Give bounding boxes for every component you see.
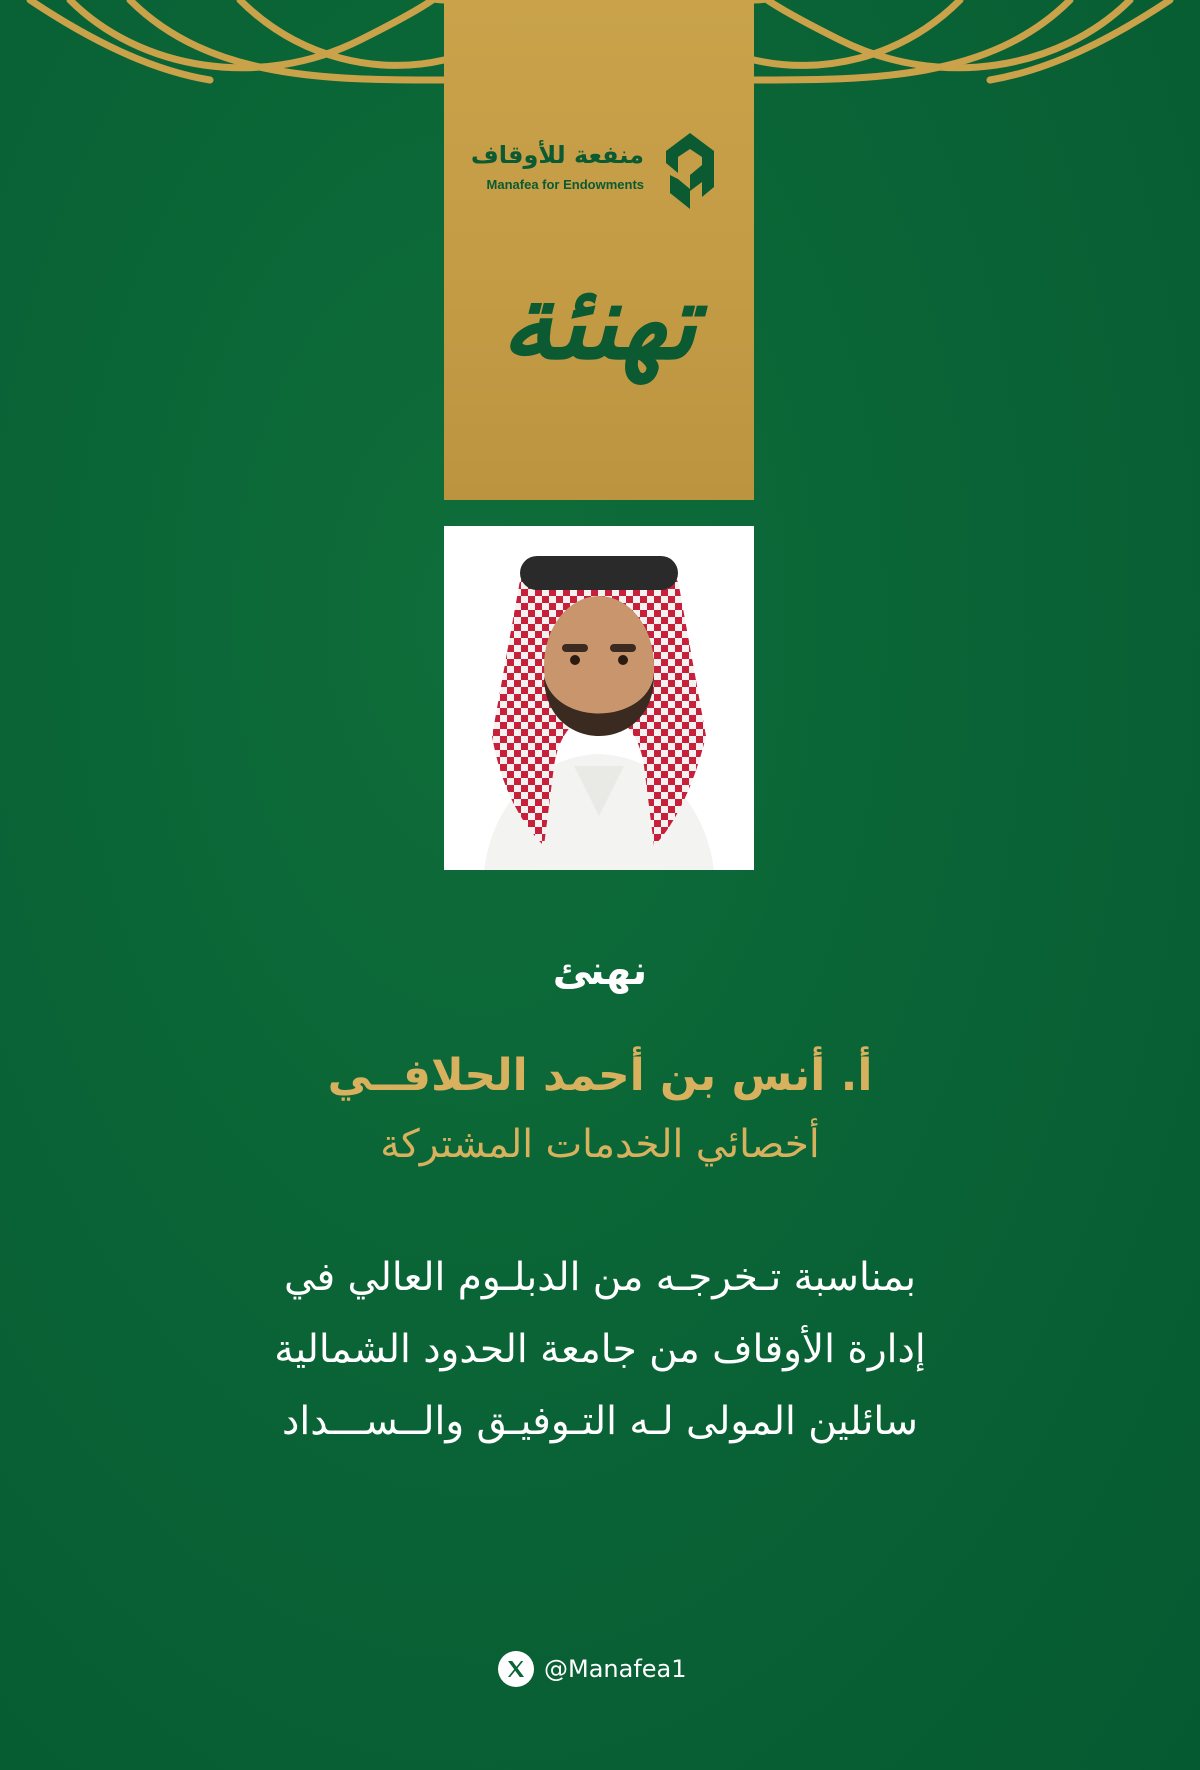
message-body — [0, 1242, 1200, 1458]
brand-name-en: Manafea for Endowments — [486, 177, 644, 192]
brand-mark-icon — [658, 129, 722, 213]
person-name: أ. أنس بن أحمد الحلافــي — [327, 1050, 873, 1101]
person-title: أخصائي الخدمات المشتركة — [380, 1122, 820, 1167]
message-line: إدارة الأوقاف من جامعة الحدود الشمالية — [274, 1327, 926, 1372]
message-line: سائلين المولى لـه التـوفيـق والــســـداد — [282, 1399, 918, 1444]
calligraphy-title: تهنئة — [501, 260, 697, 383]
social-handle-text[interactable]: @Manafea1 — [544, 1655, 687, 1683]
x-logo-icon — [498, 1651, 534, 1687]
portrait-illustration-icon — [444, 526, 754, 870]
portrait-photo — [444, 526, 754, 870]
brand-name-ar: منفعة للأوقاف — [470, 141, 644, 169]
message-line: بمناسبة تـخرجـه من الدبلـوم العالي في — [283, 1255, 917, 1300]
brand-logo — [470, 125, 724, 215]
social-handle[interactable] — [498, 1651, 687, 1687]
greeting-text: نهنئ — [552, 948, 648, 994]
gold-banner — [444, 0, 754, 500]
